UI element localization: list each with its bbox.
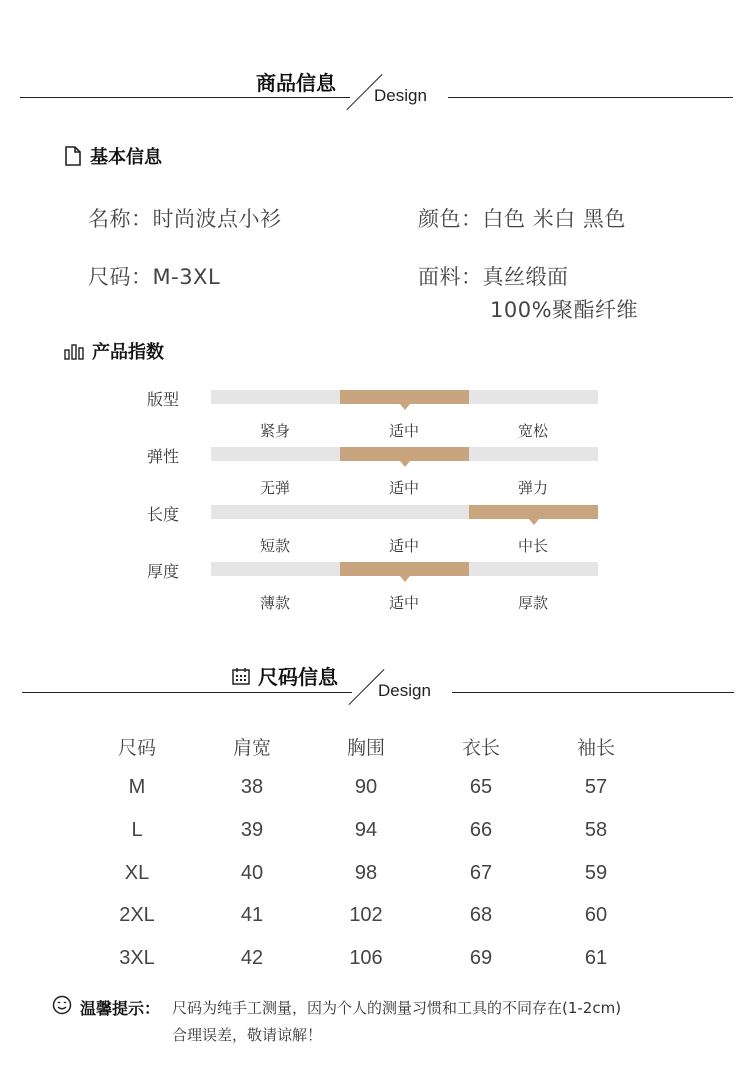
index-bar-pointer — [400, 461, 410, 467]
size-info-title-text: 尺码信息 — [258, 665, 338, 689]
tip-label: 温馨提示： — [80, 999, 161, 1018]
index-bar — [211, 447, 598, 461]
index-bar-selected — [340, 562, 469, 576]
bar-chart-icon — [64, 342, 84, 360]
index-bar-selected — [340, 390, 469, 404]
index-label: 弹性 — [147, 447, 180, 466]
table-cell: 65 — [469, 776, 493, 798]
index-option: 中长 — [517, 537, 549, 555]
index-label: 版型 — [147, 390, 180, 409]
index-option: 无弹 — [259, 479, 291, 497]
table-cell: 106 — [349, 947, 383, 969]
index-bar — [211, 505, 598, 519]
table-cell: 61 — [584, 947, 608, 969]
tip-text-line2: 合理误差，敬请谅解！ — [172, 1026, 323, 1044]
header-rule-left — [22, 692, 352, 693]
product-index-heading-text: 产品指数 — [92, 342, 164, 363]
smiley-icon — [52, 995, 72, 1019]
table-cell: 40 — [240, 862, 264, 884]
index-option: 紧身 — [259, 422, 291, 440]
section-title-product-info: 商品信息 — [256, 71, 336, 95]
index-option: 薄款 — [259, 594, 291, 612]
table-cell: 58 — [584, 819, 608, 841]
index-option: 适中 — [388, 537, 420, 555]
index-bar-pointer — [400, 404, 410, 410]
calendar-icon — [232, 667, 250, 685]
table-cell: XL — [124, 862, 150, 884]
header-rule-right — [448, 97, 733, 98]
table-header-cell: 衣长 — [461, 737, 501, 759]
table-cell: 2XL — [119, 904, 155, 926]
section-title-size-info — [232, 661, 338, 690]
index-option: 适中 — [388, 422, 420, 440]
table-header-cell: 尺码 — [117, 737, 157, 759]
document-icon — [64, 146, 82, 166]
table-cell: 42 — [240, 947, 264, 969]
table-cell: 38 — [240, 776, 264, 798]
index-bar-pointer — [400, 576, 410, 582]
table-cell: 60 — [584, 904, 608, 926]
table-cell: M — [128, 776, 146, 798]
table-cell: 3XL — [119, 947, 155, 969]
table-cell: 57 — [584, 776, 608, 798]
header-rule-right — [452, 692, 734, 693]
table-header-cell: 胸围 — [346, 737, 386, 759]
product-fabric: 面料：真丝缎面 — [418, 265, 569, 289]
section-subtitle-design: Design — [378, 681, 431, 700]
basic-info-heading — [64, 143, 162, 169]
table-cell: 59 — [584, 862, 608, 884]
table-cell: 94 — [354, 819, 378, 841]
index-bar-selected — [469, 505, 598, 519]
table-cell: 90 — [354, 776, 378, 798]
index-option: 宽松 — [517, 422, 549, 440]
index-bar — [211, 562, 598, 576]
table-cell: 98 — [354, 862, 378, 884]
index-option: 适中 — [388, 594, 420, 612]
product-size-range: 尺码：M-3XL — [88, 265, 221, 289]
index-bar — [211, 390, 598, 404]
product-colors: 颜色：白色 米白 黑色 — [418, 207, 626, 231]
table-header-cell: 袖长 — [576, 737, 616, 759]
basic-info-heading-text: 基本信息 — [90, 147, 162, 168]
index-option: 适中 — [388, 479, 420, 497]
index-option: 厚款 — [517, 594, 549, 612]
index-bar-selected — [340, 447, 469, 461]
index-bar-pointer — [529, 519, 539, 525]
table-cell: 39 — [240, 819, 264, 841]
index-option: 弹力 — [517, 479, 549, 497]
product-fabric-composition: 100%聚酯纤维 — [490, 298, 639, 322]
table-header-cell: 肩宽 — [232, 737, 272, 759]
header-rule-left — [20, 97, 350, 98]
table-cell: 66 — [469, 819, 493, 841]
index-option: 短款 — [259, 537, 291, 555]
table-cell: 67 — [469, 862, 493, 884]
table-cell: 68 — [469, 904, 493, 926]
table-cell: 102 — [349, 904, 383, 926]
product-index-heading — [64, 338, 164, 364]
section-subtitle-design: Design — [374, 86, 427, 105]
tip-text-line1: 尺码为纯手工测量，因为个人的测量习惯和工具的不同存在(1-2cm) — [172, 999, 622, 1017]
table-cell: L — [131, 819, 143, 841]
table-cell: 69 — [469, 947, 493, 969]
table-cell: 41 — [240, 904, 264, 926]
index-label: 长度 — [147, 505, 180, 524]
index-label: 厚度 — [147, 562, 180, 581]
product-name: 名称：时尚波点小衫 — [88, 207, 282, 231]
